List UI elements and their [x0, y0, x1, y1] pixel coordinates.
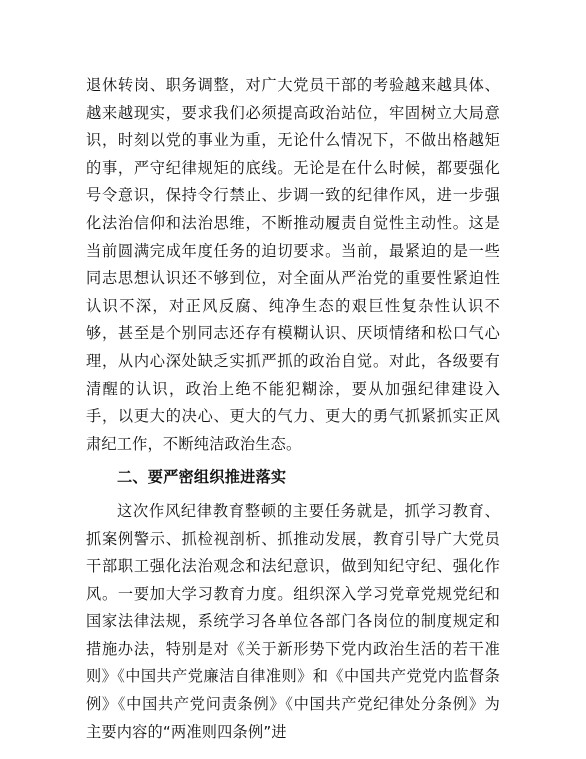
body-paragraph: 这次作风纪律教育整顿的主要任务就是，抓学习教育、抓案例警示、抓检视剖析、抓推动发展，教育引导广大党员干部职工强化法治观念和法纪意识，做到知纪守纪、强化作风。一要加大学习教育力度。组织深入学习党章党规党纪和国家法律法规，系统学习各单位各部门各岗位的制度规定和措施办法，特别是对《关于新形势下党内政治生活的若干准则》《中国共产党廉洁自律准则》和《中国共产党党内监督条例》《中国共产党问责条例》《中国共产党纪律处分条例》为主要内容的“两准则四条例”进: [86, 501, 500, 741]
section-heading: 二、要严密组织推进落实: [117, 468, 287, 487]
document-page: [86, 72, 500, 746]
body-paragraph-continued: 退休转岗、职务调整，对广大党员干部的考验越来越具体、越来越现实，要求我们必须提高政治站位，牢固树立大局意识，时刻以党的事业为重，无论什么情况下，不做出格越矩的事，严守纪律规矩的底线。无论是在什么时候，都要强化号令意识，保持令行禁止、步调一致的纪律作风，进一步强化法治信仰和法治思维，不断推动履责自觉性主动性。这是当前圆满完成年度任务的迫切要求。当前，最紧迫的是一些同志思想认识还不够到位，对全面从严治党的重要性紧迫性认识不深，对正风反腐、纯净生态的艰巨性复杂性认识不够，甚至是个别同志还存有模糊认识、厌顷情绪和松口气心理，从内心深处缺乏实抓严抓的政治自觉。对此，各级要有清醒的认识，政治上绝不能犯糊涂，要从加强纪律建设入手，以更大的决心、更大的气力、更大的勇气抓紧抓实正风肃纪工作，不断纯洁政治生态。: [86, 76, 500, 453]
